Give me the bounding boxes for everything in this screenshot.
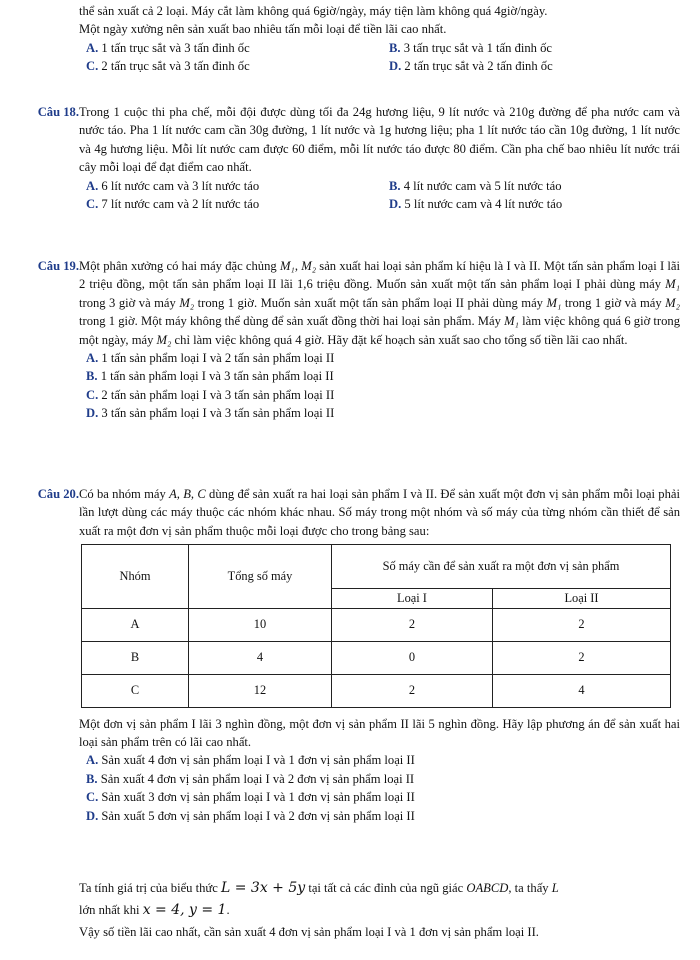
solution-line-1: Ta tính giá trị của biểu thức L = 3x + 5y tại tất cả các đỉnh của ngũ giác OABCD, ta thấy L (79, 880, 559, 896)
option-d: D. 5 lít nước cam và 4 lít nước táo (389, 197, 563, 212)
question-19-options (0, 349, 700, 423)
expression: L = 3x + 5y (220, 880, 306, 896)
option-c: C. 2 tấn sản phẩm loại I và 3 tấn sản phẩm loại II (86, 387, 335, 402)
header-group: Nhóm (82, 545, 189, 608)
question-19-label: Câu 19. (37, 259, 79, 273)
solution-line-2: lớn nhất khi x = 4, y = 1. (79, 902, 230, 918)
intro-options (0, 39, 700, 76)
question-18-text: Trong 1 cuộc thi pha chế, mỗi đội được dùng tối đa 24g hương liệu, 9 lít nước và 210g đường để pha nước cam và nước táo. Pha 1 lít nước cam cần 30g đường, 1 lít nước và 1g hương liệu; pha 1 lít nước táo cần 10g đường, 1 lít nước và 4g hương liệu. Mỗi lít nước cam được 60 điểm, mỗi lít nước táo được 80 điểm. Cần pha chế bao nhiêu lít nước trái cây mỗi loại để đạt điểm cao nhất. (79, 105, 680, 175)
question-20-text: Có ba nhóm máy A, B, C dùng để sản xuất ra hai loại sản phẩm I và II. Để sản xuất một đơn vị sản phẩm mỗi loại phải lần lượt dùng các máy thuộc các nhóm khác nhau. Số máy trong một nhóm và số máy của từng nhóm cần thiết để sản xuất ra một đơn vị sản phẩm thuộc mỗi loại được cho trong bảng sau: (79, 487, 680, 538)
option-b: B. Sản xuất 4 đơn vị sản phẩm loại I và 2 đơn vị sản phẩm loại II (86, 771, 415, 786)
option-a: A. 1 tấn trục sắt và 3 tấn đinh ốc (86, 40, 250, 55)
question-20-label: Câu 20. (37, 487, 79, 501)
question-20 (0, 485, 700, 825)
header-type-2: Loại II (492, 589, 670, 608)
option-a: A. 6 lít nước cam và 3 lít nước táo (86, 178, 260, 193)
question-20-options (0, 751, 700, 825)
machine-table (81, 544, 671, 707)
option-d: D. Sản xuất 5 đơn vị sản phẩm loại I và 2 đơn vị sản phẩm loại II (86, 808, 415, 823)
question-18-label: Câu 18. (37, 105, 79, 119)
intro-line-2: Một ngày xưởng nên sản xuất bao nhiêu tấn mỗi loại để tiền lãi cao nhất. (79, 22, 447, 37)
header-type-1: Loại I (332, 589, 493, 608)
optimal-point: x = 4, y = 1 (142, 902, 227, 918)
option-c: C. 2 tấn trục sắt và 3 tấn đinh ốc (86, 59, 250, 74)
previous-question-tail (0, 2, 700, 76)
header-needed: Số máy cần để sản xuất ra một đơn vị sản phẩm (332, 545, 671, 589)
option-a: A. Sản xuất 4 đơn vị sản phẩm loại I và 1 đơn vị sản phẩm loại II (86, 753, 415, 768)
intro-line-1: thể sản xuất cả 2 loại. Máy cắt làm không quá 6giờ/ngày, máy tiện làm không quá 4giờ/ngày. (79, 4, 548, 18)
option-c: C. Sản xuất 3 đơn vị sản phẩm loại I và 1 đơn vị sản phẩm loại II (86, 790, 415, 805)
question-20-after-table: Một đơn vị sản phẩm I lãi 3 nghìn đồng, một đơn vị sản phẩm II lãi 5 nghìn đồng. Hãy lập phương án để sản xuất hai loại sản phẩm trên có lãi cao nhất. (79, 716, 680, 750)
question-19 (0, 257, 700, 423)
option-b: B. 4 lít nước cam và 5 lít nước táo (389, 178, 562, 193)
header-total: Tổng số máy (189, 545, 332, 608)
option-b: B. 3 tấn trục sắt và 1 tấn đinh ốc (389, 40, 553, 55)
solution-line-3: Vậy số tiền lãi cao nhất, cần sản xuất 4 đơn vị sản phẩm loại I và 1 đơn vị sản phẩm loại II. (79, 925, 539, 939)
option-a: A. 1 tấn sản phẩm loại I và 2 tấn sản phẩm loại II (86, 351, 335, 366)
table-row: C 12 2 4 (82, 674, 671, 707)
table-row: A 10 2 2 (82, 608, 671, 641)
solution (0, 877, 700, 941)
option-c: C. 7 lít nước cam và 2 lít nước táo (86, 197, 260, 212)
option-d: D. 2 tấn trục sắt và 2 tấn đinh ốc (389, 59, 553, 74)
question-18 (0, 103, 700, 213)
option-d: D. 3 tấn sản phẩm loại I và 3 tấn sản phẩm loại II (86, 406, 335, 421)
option-b: B. 1 tấn sản phẩm loại I và 3 tấn sản phẩm loại II (86, 369, 334, 384)
question-19-text: Một phân xưởng có hai máy đặc chủng M₁, M₂ sản xuất hai loại sản phẩm kí hiệu là I và II. Một tấn sản phẩm loại I lãi 2 triệu đồng, một tấn sản phẩm loại II lãi 1,6 triệu đồng. Muốn sản xuất một tấn sản phẩm loại I phải dùng máy M₁ trong 3 giờ và máy M₂ trong 1 giờ. Muốn sản xuất một tấn sản phẩm loại II phải dùng máy M₁ trong 1 giờ và máy M₂ trong 1 giờ. Một máy không thể dùng để sản xuất đồng thời hai loại sản phẩm. Máy M₁ làm việc không quá 6 giờ trong một ngày, máy M₂ chỉ làm việc không quá 4 giờ. Hãy đặt kế hoạch sản xuất sao cho tổng số tiền lãi cao nhất. (79, 259, 681, 347)
table-row: B 4 0 2 (82, 641, 671, 674)
question-18-options (0, 177, 700, 214)
